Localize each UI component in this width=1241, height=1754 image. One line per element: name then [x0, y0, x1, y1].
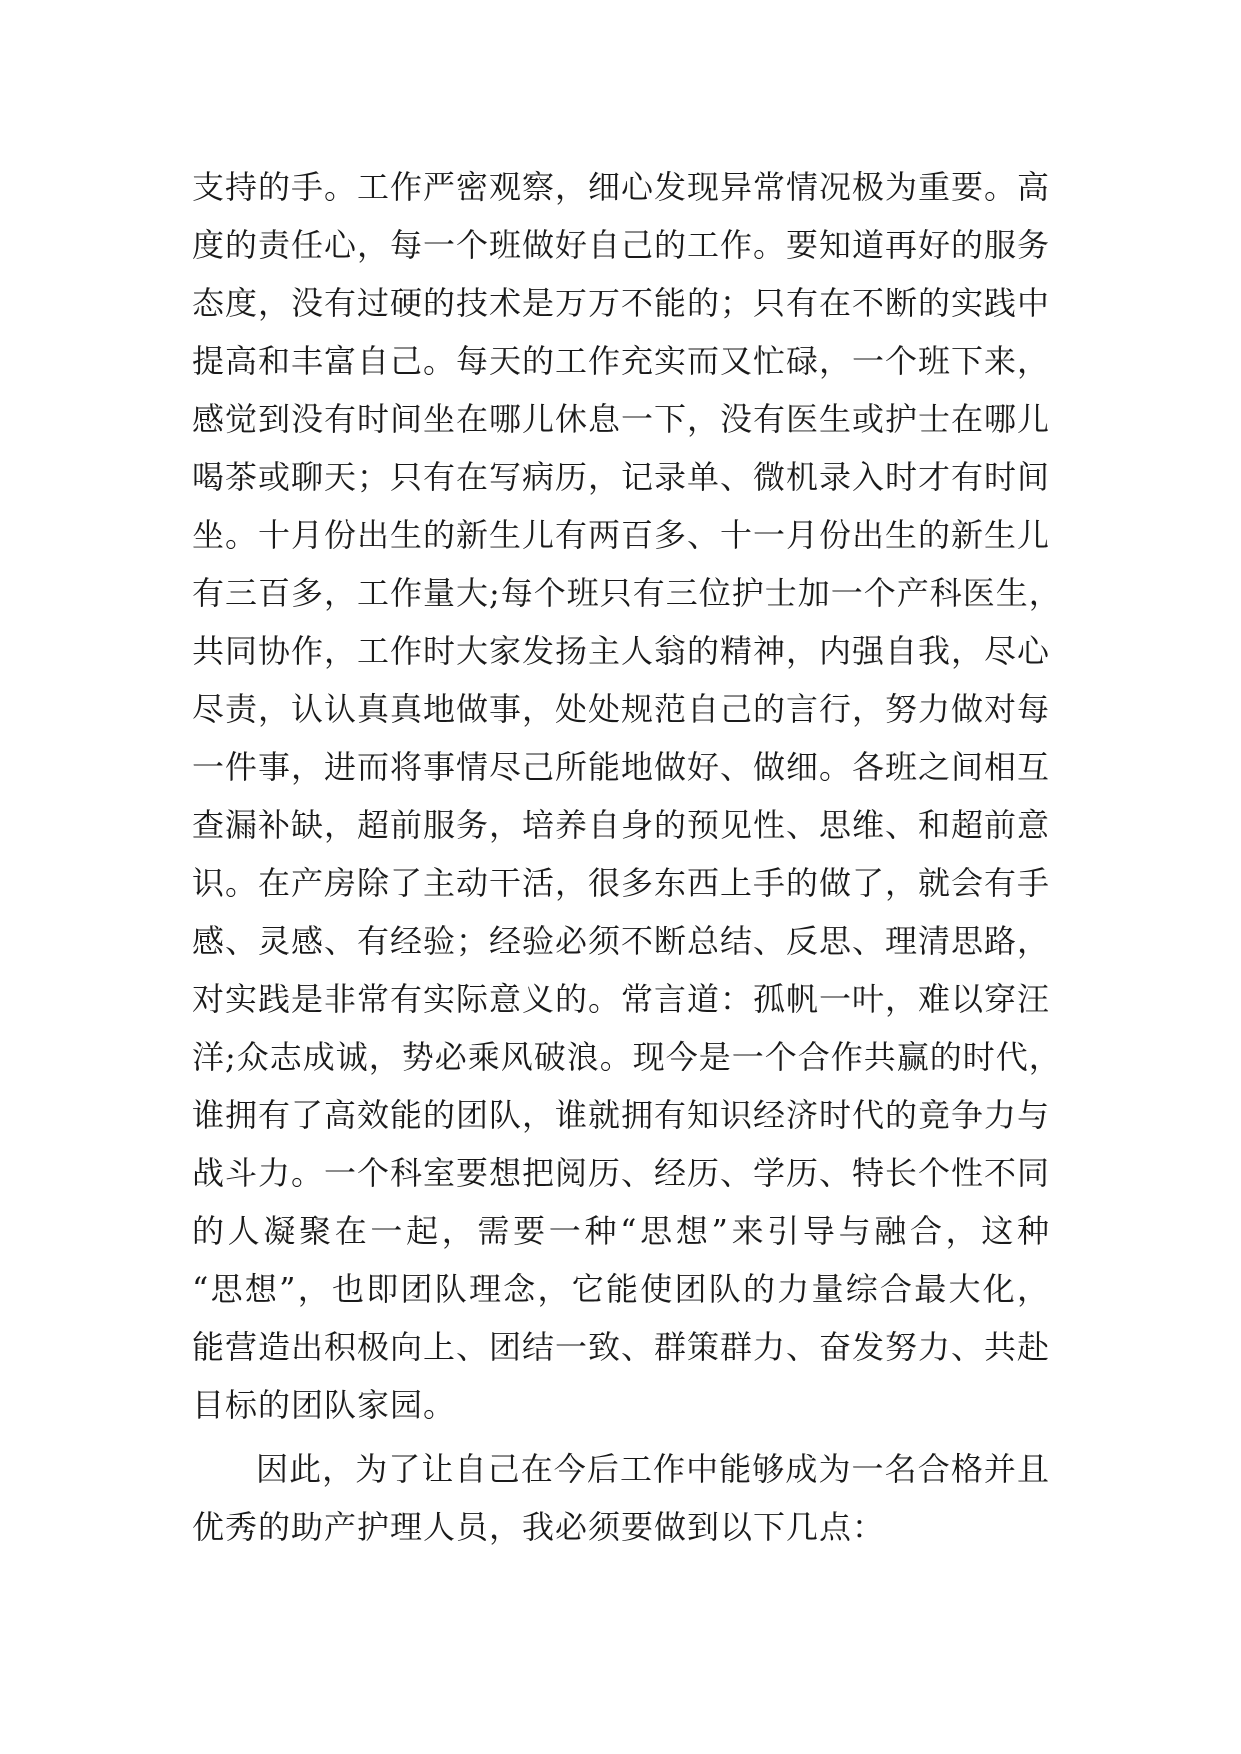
text-line: 查漏补缺，超前服务，培养自身的预见性、思维、和超前意 — [192, 806, 1051, 844]
text-line: 识。在产房除了主动干活，很多东西上手的做了，就会有手 — [192, 864, 1051, 902]
paragraph-2 — [192, 1440, 1050, 1556]
text-line: 洋;众志成诚，势必乘风破浪。现今是一个合作共赢的时代， — [192, 1038, 1062, 1076]
text-line: 喝茶或聊天；只有在写病历，记录单、微机录入时才有时间 — [192, 458, 1051, 496]
text-line: 度的责任心，每一个班做好自己的工作。要知道再好的服务 — [192, 226, 1051, 264]
text-line: 谁拥有了高效能的团队，谁就拥有知识经济时代的竟争力与 — [192, 1096, 1051, 1134]
text-line: 提高和丰富自己。每天的工作充实而又忙碌，一个班下来， — [192, 342, 1051, 380]
text-line: 因此，为了让自己在今后工作中能够成为一名合格并且 — [256, 1450, 1050, 1488]
text-line: 态度，没有过硬的技术是万万不能的；只有在不断的实践中 — [192, 284, 1051, 322]
text-line: 尽责，认认真真地做事，处处规范自己的言行，努力做对每 — [192, 690, 1051, 728]
paragraph-1 — [192, 158, 1062, 1434]
text-line: 共同协作，工作时大家发扬主人翁的精神，内强自我，尽心 — [192, 632, 1051, 670]
document-body — [192, 158, 1062, 1556]
text-line: 能营造出积极向上、团结一致、群策群力、奋发努力、共赴 — [192, 1328, 1051, 1366]
text-line: 优秀的助产护理人员，我必须要做到以下几点： — [192, 1508, 886, 1546]
text-line: 的人凝聚在一起，需要一种“思想”来引导与融合，这种 — [192, 1212, 1050, 1250]
text-line: 目标的团队家园。 — [192, 1386, 457, 1424]
text-line: 对实践是非常有实际意义的。常言道：孤帆一叶，难以穿汪 — [192, 980, 1051, 1018]
text-line: 支持的手。工作严密观察，细心发现异常情况极为重要。高 — [192, 168, 1051, 206]
text-line: 有三百多，工作量大;每个班只有三位护士加一个产科医生， — [192, 574, 1062, 612]
text-line: 战斗力。一个科室要想把阅历、经历、学历、特长个性不同 — [192, 1154, 1051, 1192]
text-line: 坐。十月份出生的新生儿有两百多、十一月份出生的新生儿 — [192, 516, 1051, 554]
text-line: “思想”，也即团队理念，它能使团队的力量综合最大化， — [192, 1270, 1050, 1308]
text-line: 感觉到没有时间坐在哪儿休息一下，没有医生或护士在哪儿 — [192, 400, 1051, 438]
text-line: 一件事，进而将事情尽己所能地做好、做细。各班之间相互 — [192, 748, 1051, 786]
text-line: 感、灵感、有经验；经验必须不断总结、反思、理清思路， — [192, 922, 1051, 960]
